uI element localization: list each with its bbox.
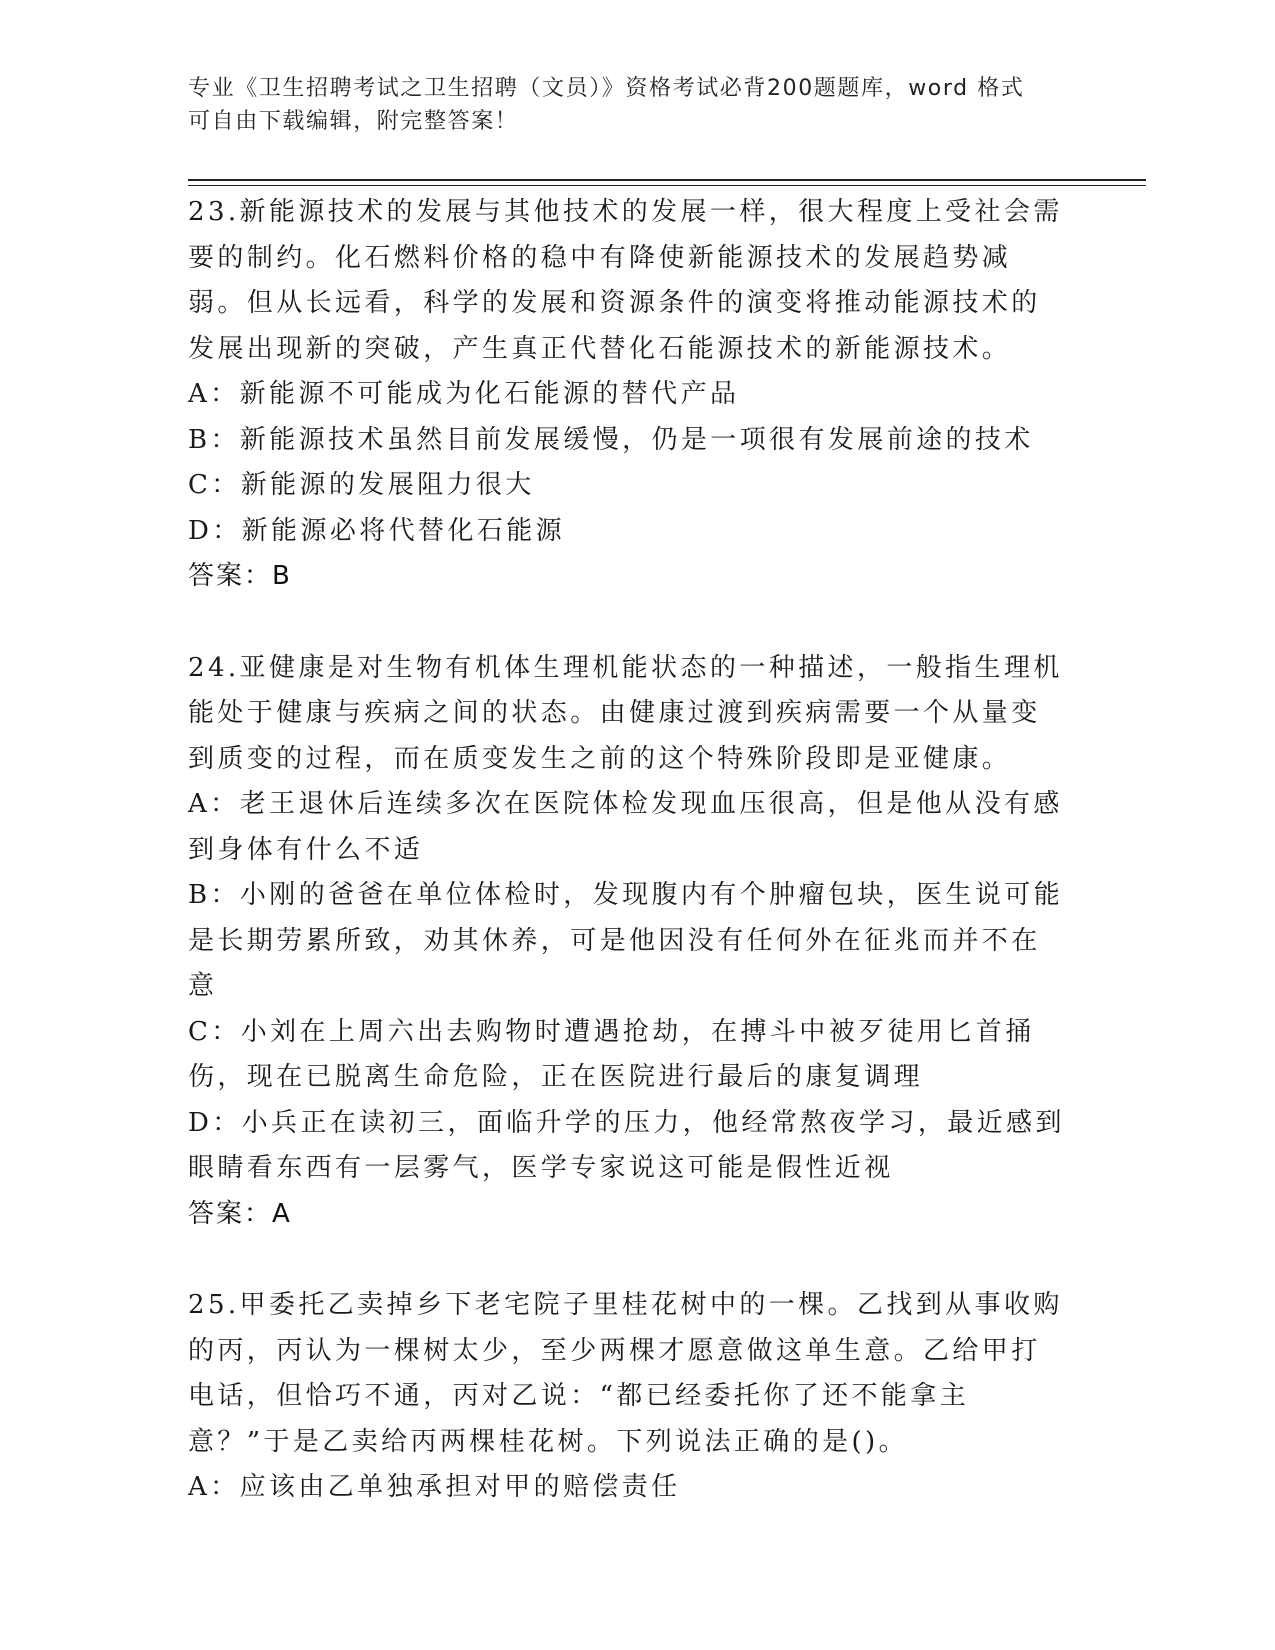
option-d: D：小兵正在读初三，面临升学的压力，他经常熬夜学习，最近感到眼睛看东西有一层雾气，医学专家说这可能是假性近视 [188, 1107, 1065, 1183]
question-25 [188, 1283, 1068, 1511]
header-title-line1: 专业《卫生招聘考试之卫生招聘（文员）》资格考试必背200题题库，word 格式 [188, 76, 1025, 101]
option-c: C：新能源的发展阻力很大 [188, 470, 535, 500]
option-a: A：老王退休后连续多次在医院体检发现血压很高，但是他从没有感到身体有什么不适 [188, 789, 1063, 865]
option-b: B：新能源技术虽然目前发展缓慢，仍是一项很有发展前途的技术 [188, 424, 1034, 455]
answer-label: 答案：A [188, 1198, 292, 1229]
option-c: C：小刘在上周六出去购物时遭遇抢劫，在搏斗中被歹徒用匕首捅伤，现在已脱离生命危险，正在医院进行最后的康复调理 [188, 1016, 1035, 1092]
question-list [188, 190, 1068, 1557]
page-header [188, 72, 1068, 138]
question-stem: 23.新能源技术的发展与其他技术的发展一样，很大程度上受社会需要的制约。化石燃料价格的稳中有降使新能源技术的发展趋势减弱。但从长远看，科学的发展和资源条件的演变将推动能源技术的发展出现新的突破，产生真正代替化石能源技术的新能源技术。 [188, 197, 1063, 364]
header-title-line2: 可自由下载编辑，附完整答案！ [188, 109, 519, 134]
question-23 [188, 190, 1068, 600]
question-stem: 25.甲委托乙卖掉乡下老宅院子里桂花树中的一棵。乙找到从事收购的丙，丙认为一棵树太少，至少两棵才愿意做这单生意。乙给甲打电话，但恰巧不通，丙对乙说：“都已经委托你了还不能拿主意？”于是乙卖给丙两棵桂花树。下列说法正确的是()。 [188, 1290, 1063, 1457]
question-stem: 24.亚健康是对生物有机体生理机能状态的一种描述，一般指生理机能处于健康与疾病之间的状态。由健康过渡到疾病需要一个从量变到质变的过程，而在质变发生之前的这个特殊阶段即是亚健康。 [188, 652, 1063, 774]
answer-label: 答案：B [188, 561, 292, 591]
question-24 [188, 646, 1068, 1238]
option-a: A：应该由乙单独承担对甲的赔偿责任 [188, 1472, 681, 1502]
option-a: A：新能源不可能成为化石能源的替代产品 [188, 379, 740, 409]
option-d: D：新能源必将代替化石能源 [188, 515, 566, 546]
header-divider-thin [188, 185, 1146, 186]
header-divider-thick [188, 179, 1146, 181]
option-b: B：小刚的爸爸在单位体检时，发现腹内有个肿瘤包块，医生说可能是长期劳累所致，劝其休养，可是他因没有任何外在征兆而并不在意 [188, 880, 1064, 1001]
